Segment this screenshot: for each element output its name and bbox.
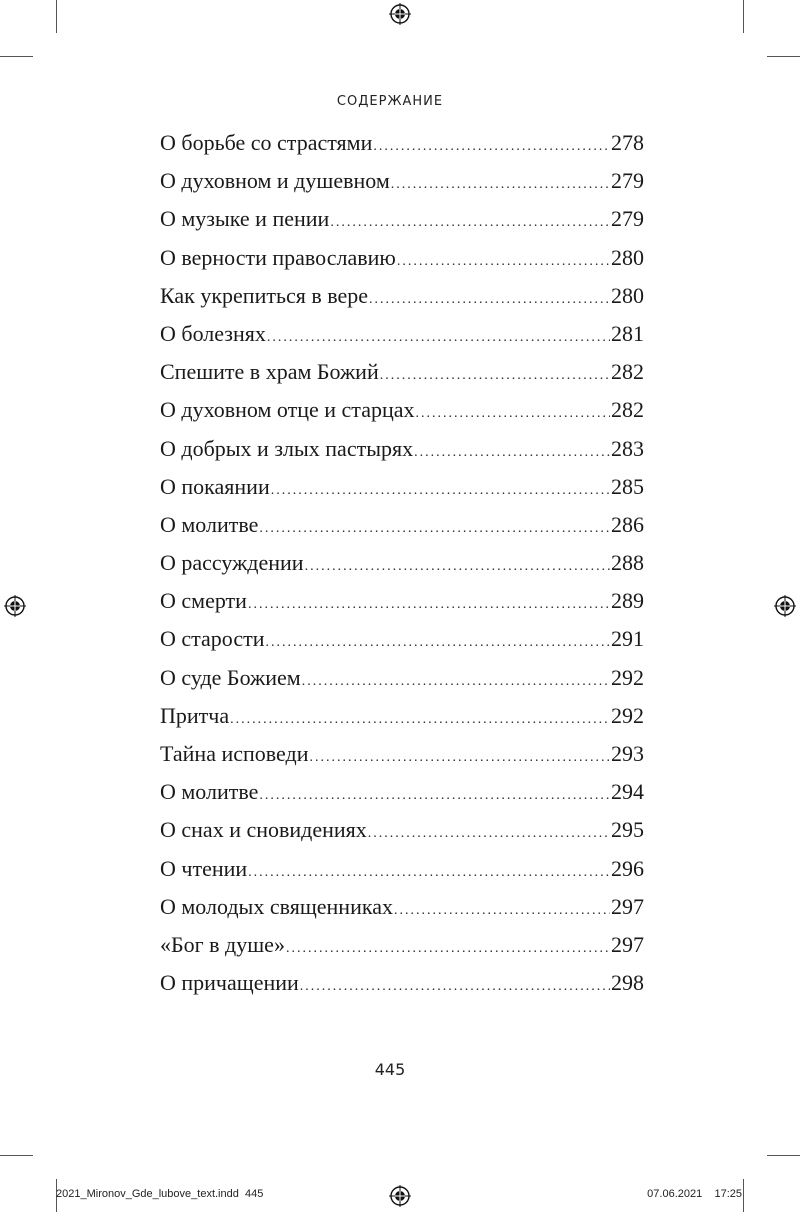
toc-entry[interactable] <box>160 926 644 964</box>
dot-leader <box>380 357 610 395</box>
toc-entry-page: 289 <box>611 588 644 614</box>
dot-leader <box>368 815 610 853</box>
toc-entry-title: О смерти <box>160 588 247 614</box>
dot-leader <box>397 243 610 281</box>
toc-entry-title: О болезнях <box>160 320 266 346</box>
toc-entry-title: О рассуждении <box>160 550 304 576</box>
toc-entry-page: 295 <box>611 817 644 843</box>
toc-entry[interactable] <box>160 811 644 849</box>
toc-entry-page: 281 <box>611 320 644 346</box>
toc-entry-title: О суде Божием <box>160 664 301 690</box>
crop-mark <box>743 1179 744 1212</box>
toc-entry[interactable] <box>160 697 644 735</box>
toc-entry-page: 279 <box>611 168 644 194</box>
toc-entry-title: О музыке и пении <box>160 206 330 232</box>
dot-leader <box>416 395 611 433</box>
toc-entry[interactable] <box>160 430 644 468</box>
toc-entry[interactable] <box>160 850 644 888</box>
dot-leader <box>267 319 610 357</box>
dot-leader <box>309 739 610 777</box>
dot-leader <box>259 510 610 548</box>
dot-leader <box>286 930 610 968</box>
dot-leader <box>230 701 610 739</box>
toc-entry-page: 282 <box>611 397 644 423</box>
crop-mark <box>767 1155 800 1156</box>
toc-entry-page: 293 <box>611 741 644 766</box>
toc-entry[interactable] <box>160 277 644 315</box>
toc-entry-page: 297 <box>611 931 644 957</box>
dot-leader <box>300 968 610 1006</box>
dot-leader <box>302 663 610 701</box>
toc-entry-title: О покаянии <box>160 473 270 499</box>
toc-entry[interactable] <box>160 468 644 506</box>
crop-mark <box>56 0 57 33</box>
page-number: 445 <box>374 1060 406 1079</box>
toc-entry-title: О духовном отце и старцах <box>160 397 415 423</box>
toc-entry[interactable] <box>160 620 644 658</box>
dot-leader <box>369 281 610 319</box>
toc-entry[interactable] <box>160 391 644 429</box>
crop-mark <box>743 0 744 33</box>
toc-entry-title: О старости <box>160 626 265 652</box>
dot-leader <box>259 777 610 815</box>
toc-entry[interactable] <box>160 888 644 926</box>
slug-filename <box>56 1188 263 1200</box>
toc-entry-page: 288 <box>611 550 644 576</box>
toc-entry-page: 280 <box>611 282 644 308</box>
toc-entry-page: 278 <box>611 130 644 155</box>
toc-entry-title: Тайна исповеди <box>160 741 309 766</box>
slug-page: 445 <box>244 1188 264 1200</box>
registration-mark-icon <box>389 1185 411 1207</box>
dot-leader <box>266 624 611 662</box>
dot-leader <box>394 892 610 930</box>
dot-leader <box>391 166 610 204</box>
toc-entry-title: О борьбе со страстями <box>160 130 373 155</box>
slug-datetime <box>647 1188 742 1200</box>
toc-entry-page: 282 <box>611 359 644 385</box>
dot-leader <box>248 586 610 624</box>
toc-entry-page: 285 <box>611 473 644 499</box>
toc-entry[interactable] <box>160 773 644 811</box>
toc-entry-title: О верности православию <box>160 244 396 270</box>
toc-entry[interactable] <box>160 315 644 353</box>
registration-mark-icon <box>4 595 26 617</box>
dot-leader <box>414 434 610 472</box>
toc-entry[interactable] <box>160 659 644 697</box>
toc-entry[interactable] <box>160 506 644 544</box>
toc-entry-page: 292 <box>611 702 644 728</box>
toc-entry-title: О молодых священниках <box>160 893 393 919</box>
running-header: СОДЕРЖАНИЕ <box>336 94 444 109</box>
toc-entry-title: О чтении <box>160 855 248 881</box>
slug-time: 17:25 <box>714 1188 742 1200</box>
toc-entry-page: 294 <box>611 779 644 805</box>
crop-mark <box>0 56 33 57</box>
toc-entry-page: 292 <box>611 664 644 690</box>
table-of-contents <box>160 124 644 1002</box>
toc-entry-title: О духовном и душевном <box>160 168 390 194</box>
toc-entry-title: О молитве <box>160 511 259 537</box>
registration-mark-icon <box>774 595 796 617</box>
toc-entry[interactable] <box>160 735 644 773</box>
crop-mark <box>0 1155 33 1156</box>
toc-entry[interactable] <box>160 964 644 1002</box>
toc-entry-title: О причащении <box>160 970 299 996</box>
toc-entry-title: О молитве <box>160 779 259 805</box>
toc-entry-title: «Бог в душе» <box>160 931 285 957</box>
toc-entry[interactable] <box>160 239 644 277</box>
dot-leader <box>271 472 610 510</box>
toc-entry[interactable] <box>160 353 644 391</box>
toc-entry[interactable] <box>160 582 644 620</box>
dot-leader <box>330 204 610 242</box>
toc-entry-page: 279 <box>611 206 644 232</box>
toc-entry-page: 280 <box>611 244 644 270</box>
toc-entry-page: 283 <box>611 435 644 461</box>
toc-entry[interactable] <box>160 544 644 582</box>
toc-entry-title: Как укрепиться в вере <box>160 282 369 308</box>
toc-entry-title: Притча <box>160 702 230 728</box>
toc-entry[interactable] <box>160 162 644 200</box>
slug-date: 07.06.2021 <box>647 1188 703 1200</box>
toc-entry-page: 286 <box>611 511 644 537</box>
toc-entry-title: О добрых и злых пастырях <box>160 435 414 461</box>
slug-file: 2021_Mironov_Gde_lubove_text.indd <box>56 1188 239 1200</box>
toc-entry-page: 297 <box>611 893 644 919</box>
toc-entry[interactable] <box>160 124 644 162</box>
dot-leader <box>305 548 610 586</box>
toc-entry-page: 298 <box>611 970 644 996</box>
toc-entry-page: 296 <box>611 855 644 881</box>
dot-leader <box>248 854 610 892</box>
toc-entry-title: О снах и сновидениях <box>160 817 367 843</box>
toc-entry[interactable] <box>160 200 644 238</box>
toc-entry-title: Спешите в храм Божий <box>160 359 379 385</box>
dot-leader <box>373 128 610 166</box>
crop-mark <box>767 56 800 57</box>
registration-mark-icon <box>389 3 411 25</box>
toc-entry-page: 291 <box>611 626 644 652</box>
